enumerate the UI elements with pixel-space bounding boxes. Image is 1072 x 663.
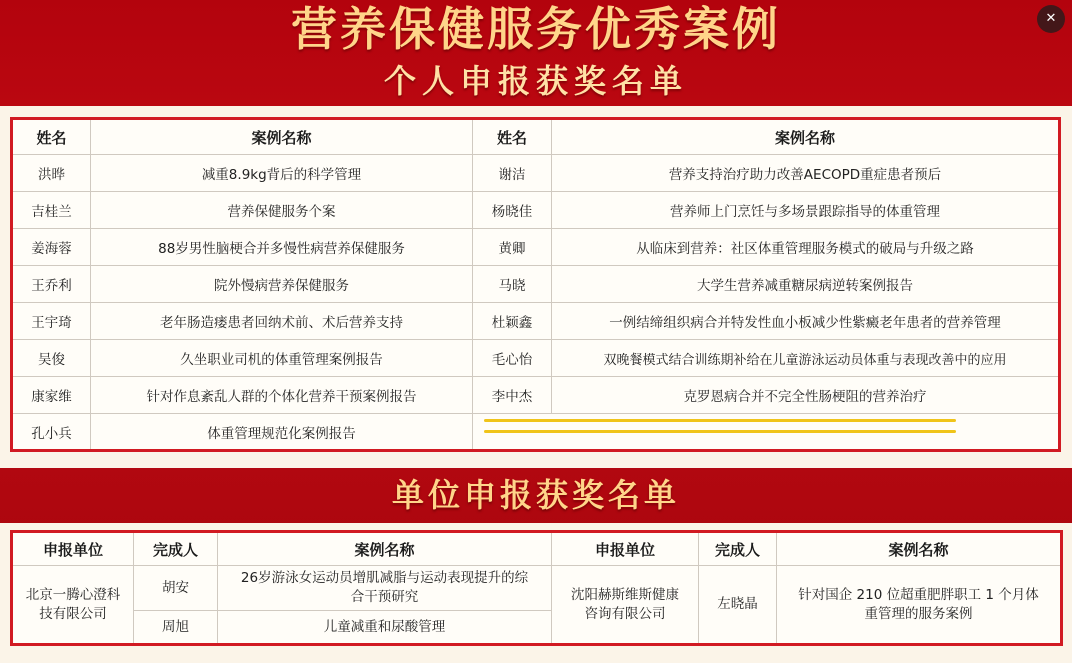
case-title: 从临床到营养：社区体重管理服务模式的破局与升级之路 — [552, 229, 1060, 266]
table-header-row — [12, 532, 1062, 566]
case-title: 克罗恩病合并不完全性肠梗阻的营养治疗 — [552, 377, 1060, 414]
header-org-left: 申报单位 — [12, 532, 134, 566]
awardee-name: 杨晓佳 — [473, 192, 552, 229]
header-case-left: 案例名称 — [218, 532, 552, 566]
case-title: 老年肠造瘘患者回纳术前、术后营养支持 — [91, 303, 473, 340]
case-title: 院外慢病营养保健服务 — [91, 266, 473, 303]
case-title: 儿童减重和尿酸管理 — [218, 611, 552, 645]
case-title: 26岁游泳女运动员增肌减脂与运动表现提升的综合干预研究 — [218, 566, 552, 611]
case-title: 双晚餐模式结合训练期补给在儿童游泳运动员体重与表现改善中的应用 — [552, 340, 1060, 377]
case-title: 大学生营养减重糖尿病逆转案例报告 — [552, 266, 1060, 303]
table-row — [12, 266, 1060, 303]
awardee-name: 康家维 — [12, 377, 91, 414]
table-row — [12, 229, 1060, 266]
header-org-right: 申报单位 — [552, 532, 699, 566]
awardee-name: 毛心怡 — [473, 340, 552, 377]
header-case-left: 案例名称 — [91, 119, 473, 155]
completer-name: 周旭 — [134, 611, 218, 645]
completer-name: 左晓晶 — [699, 566, 777, 645]
organization-name: 沈阳赫斯维斯健康咨询有限公司 — [552, 566, 699, 645]
personal-awards-title: 个人申报获奖名单 — [383, 62, 688, 100]
case-title: 营养支持治疗助力改善AECOPD重症患者预后 — [552, 155, 1060, 192]
header-person-left: 完成人 — [134, 532, 218, 566]
table-row — [12, 566, 1062, 611]
awardee-name: 黄卿 — [473, 229, 552, 266]
completer-name: 胡安 — [134, 566, 218, 611]
awardee-name: 姜海蓉 — [12, 229, 91, 266]
header-name-right: 姓名 — [473, 119, 552, 155]
awardee-name: 杜颖鑫 — [473, 303, 552, 340]
awardee-name: 谢洁 — [473, 155, 552, 192]
table-row — [12, 303, 1060, 340]
case-title: 针对作息紊乱人群的个体化营养干预案例报告 — [91, 377, 473, 414]
case-title: 体重管理规范化案例报告 — [91, 414, 473, 451]
awardee-name: 孔小兵 — [12, 414, 91, 451]
case-title: 针对国企 210 位超重肥胖职工 1 个月体重管理的服务案例 — [777, 566, 1062, 645]
unit-awards-panel — [0, 523, 1072, 663]
awardee-name: 洪晔 — [12, 155, 91, 192]
highlight-underline — [484, 419, 956, 422]
unit-awards-table — [10, 530, 1063, 646]
unit-awards-title: 单位申报获奖名单 — [391, 476, 680, 514]
awardee-name: 吴俊 — [12, 340, 91, 377]
table-row — [12, 340, 1060, 377]
case-title: 一例结缔组织病合并特发性血小板减少性紫癜老年患者的营养管理 — [552, 303, 1060, 340]
case-title: 减重8.9kg背后的科学管理 — [91, 155, 473, 192]
awardee-name: 吉桂兰 — [12, 192, 91, 229]
close-icon[interactable]: ✕ — [1037, 5, 1065, 33]
case-title: 88岁男性脑梗合并多慢性病营养保健服务 — [91, 229, 473, 266]
awardee-name: 马晓 — [473, 266, 552, 303]
header-person-right: 完成人 — [699, 532, 777, 566]
awardee-name: 王宇琦 — [12, 303, 91, 340]
personal-awards-table — [10, 117, 1061, 452]
table-row — [12, 192, 1060, 229]
page-title: 营养保健服务优秀案例 — [291, 2, 781, 56]
header-case-right: 案例名称 — [777, 532, 1062, 566]
personal-awards-panel — [0, 106, 1072, 468]
case-title: 营养保健服务个案 — [91, 192, 473, 229]
header-case-right: 案例名称 — [552, 119, 1060, 155]
awardee-name: 王乔利 — [12, 266, 91, 303]
header-name-left: 姓名 — [12, 119, 91, 155]
organization-name: 北京一腾心澄科技有限公司 — [12, 566, 134, 645]
case-title: 营养师上门烹饪与多场景跟踪指导的体重管理 — [552, 192, 1060, 229]
table-row — [12, 155, 1060, 192]
highlight-underline — [484, 430, 956, 433]
table-header-row — [12, 119, 1060, 155]
table-row — [12, 377, 1060, 414]
awardee-name: 李中杰 — [473, 377, 552, 414]
case-title: 久坐职业司机的体重管理案例报告 — [91, 340, 473, 377]
